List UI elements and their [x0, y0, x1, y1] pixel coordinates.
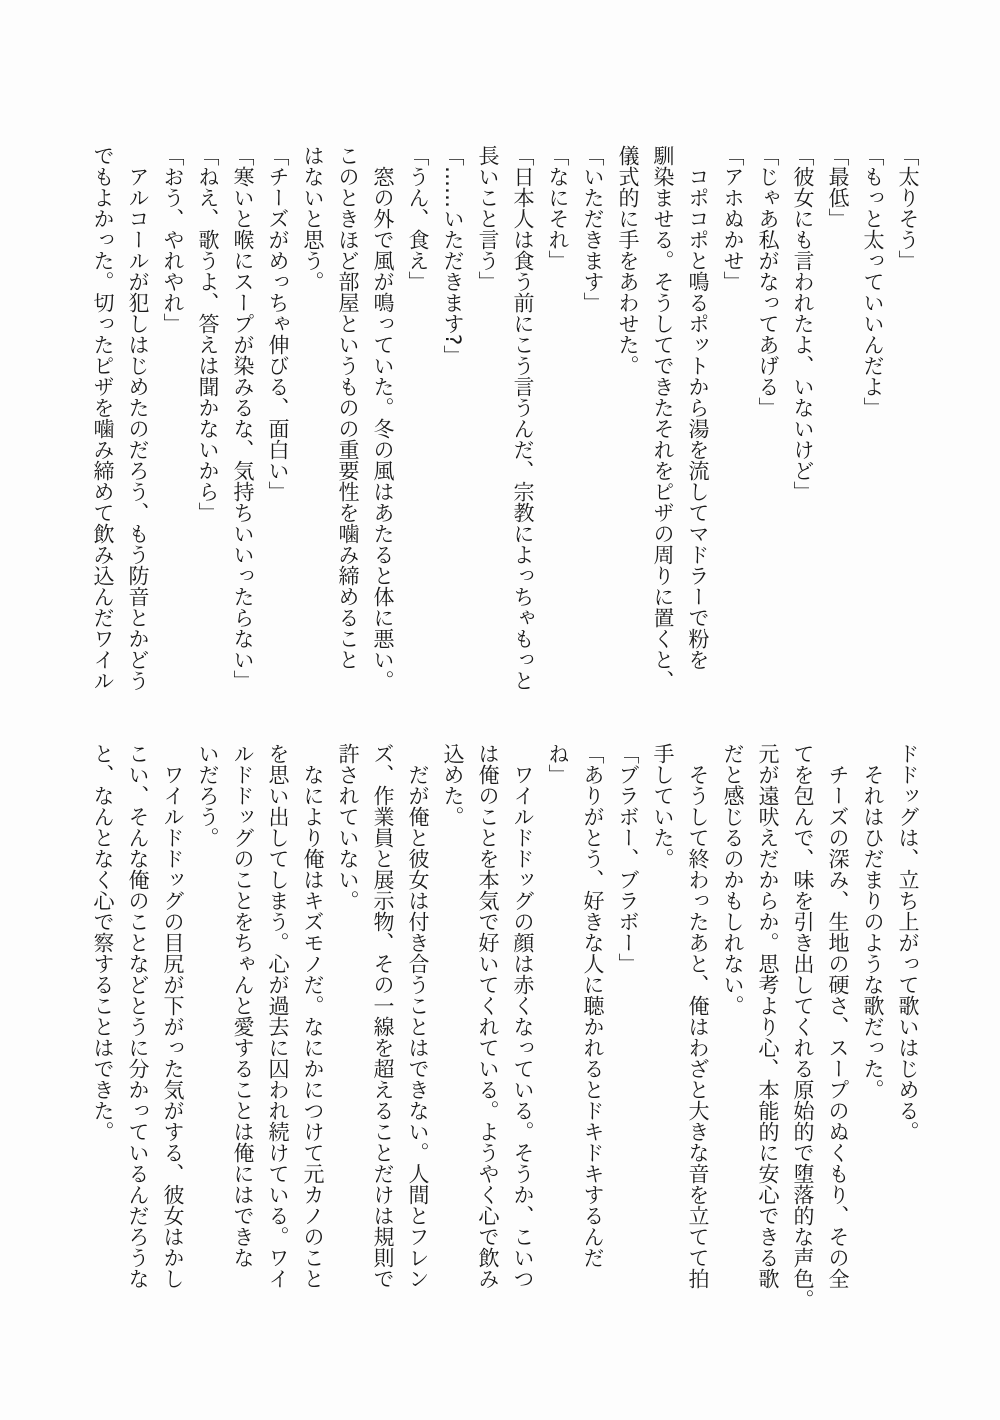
text-line: コポコポと鳴るポットから湯を流してマドラーで粉を [686, 145, 710, 670]
text-line: なにより俺はキズモノだ。なにかにつけて元カノのこと [301, 743, 325, 1289]
text-line: 「日本人は食う前にこう言うんだ、宗教によっちゃもっと [511, 145, 535, 691]
text-line: ワイルドドッグの顔は赤くなっている。そうか、こいつ [511, 743, 535, 1289]
text-line: このときほど部屋というものの重要性を噛み締めること [336, 145, 360, 670]
text-line: 「ブラボー、ブラボー」 [616, 743, 640, 974]
text-line: チーズの深み、生地の硬さ、スープのぬくもり、その全 [826, 743, 850, 1289]
text-line: 儀式的に手をあわせた。 [616, 145, 640, 376]
text-line: ワイルドドッグの目尻が下がった気がする、彼女はかし [161, 743, 185, 1289]
text-line: は俺のことを本気で好いてくれている。ようやく心で飲み [476, 743, 500, 1289]
text-line: 「太りそう」 [896, 145, 920, 271]
text-line: 「ありがとう、好きな人に聴かれるとドキドキするんだ [581, 743, 605, 1268]
text-line: 「おう、やれやれ」 [161, 145, 185, 334]
text-line: ドドッグは、立ち上がって歌いはじめる。 [896, 743, 920, 1142]
text-line: ズ、作業員と展示物、その一線を超えることだけは規則で [371, 743, 395, 1289]
text-line: 長いこと言う」 [476, 145, 500, 292]
text-line: ルドドッグのことをちゃんと愛することは俺にはできな [231, 743, 255, 1268]
text-line: 「なにそれ」 [546, 145, 570, 271]
text-line: それはひだまりのような歌だった。 [861, 743, 885, 1100]
text-line: ね」 [546, 743, 570, 785]
text-line: を思い出してしまう。心が過去に囚われ続けている。ワイ [266, 743, 290, 1289]
text-line: 馴染ませる。そうしてできたそれをピザの周りに置くと、 [651, 145, 675, 691]
text-line: 「最低」 [826, 145, 850, 229]
text-line: そうして終わったあと、俺はわざと大きな音を立てて拍 [686, 743, 710, 1289]
text-line: こい、そんな俺のことなどとうに分かっているんだろうな [126, 743, 150, 1289]
text-line: 窓の外で風が鳴っていた。冬の風はあたると体に悪い。 [371, 145, 395, 691]
text-line: いだろう。 [196, 743, 220, 848]
text-line: 元が遠吠えだからか。思考より心、本能的に安心できる歌 [756, 743, 780, 1289]
text-line: 「彼女にも言われたよ、いないけど」 [791, 145, 815, 502]
text-line: 「アホぬかせ」 [721, 145, 745, 292]
text-block-top [85, 145, 925, 725]
text-line: 手していた。 [651, 743, 675, 869]
text-line: 「うん、食え」 [406, 145, 430, 292]
text-line: 許されていない。 [336, 743, 360, 911]
text-line: 「チーズがめっちゃ伸びる、面白い」 [266, 145, 290, 502]
text-line: てを包んで、味を引き出してくれる原始的で堕落的な声色。 [791, 743, 815, 1310]
text-block-bottom [85, 743, 925, 1323]
text-line: はないと思う。 [301, 145, 325, 292]
text-line: でもよかった。切ったピザを噛み締めて飲み込んだワイル [91, 145, 115, 691]
text-line: と、なんとなく心で察することはできた。 [91, 743, 115, 1142]
text-line: 「ねえ、歌うよ、答えは聞かないから」 [196, 145, 220, 523]
text-line: 「じゃあ私がなってあげる」 [756, 145, 780, 418]
text-line: 「寒いと喉にスープが染みるな、気持ちいいったらない」 [231, 145, 255, 691]
text-line: だと感じるのかもしれない。 [721, 743, 745, 1016]
text-line: だが俺と彼女は付き合うことはできない。人間とフレン [406, 743, 430, 1289]
text-line: 「もっと太っていいんだよ」 [861, 145, 885, 418]
text-line: 「いただきます」 [581, 145, 605, 313]
text-line: 「……いただきます?」 [441, 145, 465, 367]
text-line: 込めた。 [441, 743, 465, 827]
text-line: アルコールが犯しはじめたのだろう、もう防音とかどう [126, 145, 150, 691]
